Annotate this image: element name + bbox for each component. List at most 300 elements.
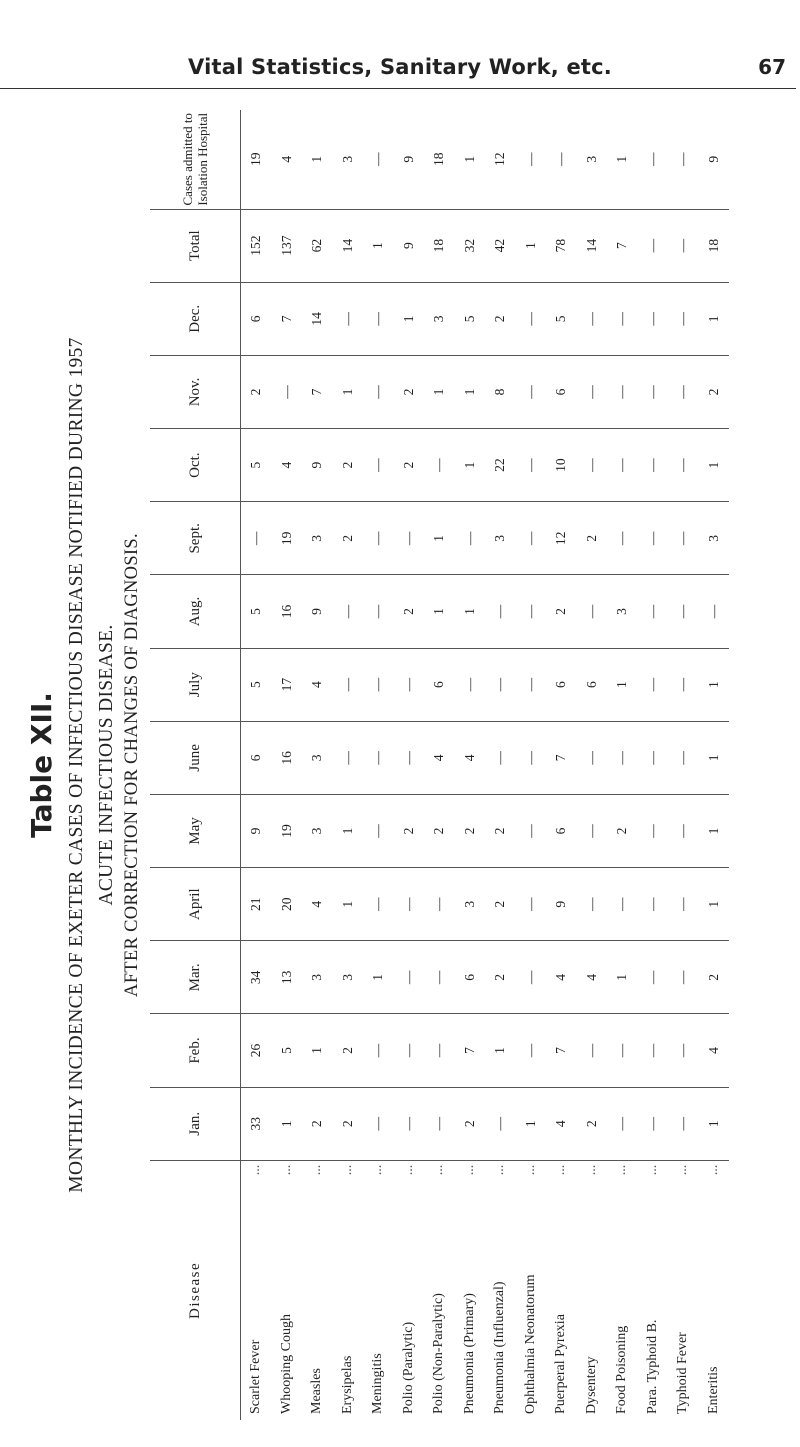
value-cell: — (638, 502, 669, 575)
value-cell: 12 (546, 502, 577, 575)
value-cell: 7 (546, 1014, 577, 1087)
value-cell: 7 (302, 355, 333, 428)
column-header: Nov. (150, 355, 241, 428)
value-cell: — (607, 355, 638, 428)
value-cell: 1 (394, 282, 425, 355)
column-header: Sept. (150, 502, 241, 575)
value-cell: 1 (699, 648, 730, 721)
value-cell: 3 (333, 941, 364, 1014)
value-cell: — (675, 152, 691, 167)
value-cell: 4 (272, 429, 303, 502)
value-cell: — (577, 429, 608, 502)
value-cell: 1 (516, 1087, 547, 1160)
leader-dots: ... (705, 1164, 721, 1176)
value-cell: 3 (339, 155, 355, 163)
value-cell: — (455, 648, 486, 721)
value-cell: 10 (546, 429, 577, 502)
value-cell: — (638, 355, 669, 428)
value-cell: 16 (272, 721, 303, 794)
disease-name: Meningitis (370, 1353, 386, 1414)
disease-name: Pneumonia (Primary) (461, 1293, 477, 1414)
table-row (241, 110, 272, 1420)
value-cell: 1 (424, 355, 455, 428)
value-cell: 9 (241, 794, 272, 867)
value-cell: — (577, 721, 608, 794)
table-row (699, 110, 730, 1420)
value-cell: — (607, 1087, 638, 1160)
value-cell: 2 (333, 1014, 364, 1087)
value-cell: — (363, 1014, 394, 1087)
value-cell: — (577, 1014, 608, 1087)
value-cell: — (424, 429, 455, 502)
value-cell: 2 (607, 794, 638, 867)
value-cell: 1 (699, 721, 730, 794)
value-cell: — (516, 429, 547, 502)
disease-name-cell (424, 1160, 455, 1420)
column-header: Oct. (150, 429, 241, 502)
value-cell: 5 (241, 648, 272, 721)
value-cell: 19 (272, 794, 303, 867)
value-cell: 4 (546, 1087, 577, 1160)
value-cell: 1 (455, 575, 486, 648)
value-cell: 2 (394, 794, 425, 867)
disease-name-cell (394, 1160, 425, 1420)
value-cell: — (607, 282, 638, 355)
leader-dots: ... (522, 1164, 538, 1176)
disease-name: Erysipelas (339, 1355, 355, 1414)
header-rule (0, 88, 796, 89)
value-cell: — (394, 648, 425, 721)
disease-name: Polio (Non-Paralytic) (431, 1293, 447, 1414)
value-cell: — (363, 1087, 394, 1160)
value-cell: — (485, 575, 516, 648)
disease-name: Typhoid Fever (675, 1332, 691, 1414)
value-cell: 2 (455, 794, 486, 867)
disease-name: Measles (309, 1368, 325, 1414)
value-cell: 2 (424, 794, 455, 867)
value-cell: 1 (699, 1087, 730, 1160)
value-cell: — (272, 355, 303, 428)
value-cell: — (394, 941, 425, 1014)
value-cell: 1 (302, 1014, 333, 1087)
value-cell: 34 (241, 941, 272, 1014)
value-cell: 5 (241, 429, 272, 502)
leader-dots: ... (339, 1164, 355, 1176)
value-cell: 1 (333, 794, 364, 867)
value-cell: 1 (607, 648, 638, 721)
value-cell: 137 (272, 209, 303, 282)
leader-dots: ... (583, 1164, 599, 1176)
value-cell: 22 (485, 429, 516, 502)
disease-name: Whooping Cough (278, 1314, 294, 1414)
value-cell: — (333, 721, 364, 794)
value-cell: 2 (485, 941, 516, 1014)
value-cell: 3 (455, 868, 486, 941)
column-header-disease: Disease (150, 1160, 241, 1420)
value-cell: 1 (699, 429, 730, 502)
rotated-table-block (22, 110, 721, 1420)
disease-table (150, 110, 729, 1420)
leader-dots: ... (492, 1164, 508, 1176)
value-cell: 17 (272, 648, 303, 721)
value-cell: 18 (699, 209, 730, 282)
value-cell: — (668, 1087, 699, 1160)
value-cell: 2 (699, 355, 730, 428)
value-cell: 62 (302, 209, 333, 282)
value-cell: — (668, 575, 699, 648)
leader-dots: ... (309, 1164, 325, 1176)
value-cell: 4 (424, 721, 455, 794)
column-header: Jan. (150, 1087, 241, 1160)
value-cell: — (394, 868, 425, 941)
value-cell: 21 (241, 868, 272, 941)
value-cell: 2 (241, 355, 272, 428)
value-cell: 2 (302, 1087, 333, 1160)
value-cell: — (363, 355, 394, 428)
table-correction-note: AFTER CORRECTION FOR CHANGES OF DIAGNOSIS. (122, 533, 142, 997)
table-subheading (96, 110, 118, 1420)
table-title: Table XII. (25, 692, 58, 838)
value-cell: 1 (699, 794, 730, 867)
value-cell: — (577, 355, 608, 428)
value-cell: 7 (272, 282, 303, 355)
value-cell: 3 (607, 575, 638, 648)
disease-name-cell (241, 1160, 272, 1420)
value-cell: — (668, 209, 699, 282)
value-cell: 9 (546, 868, 577, 941)
value-cell: — (363, 794, 394, 867)
subheading-category: ACUTE INFECTIOUS DISEASE. (96, 624, 117, 906)
value-cell: — (333, 648, 364, 721)
disease-name: Para. Typhoid B. (644, 1319, 660, 1414)
leader-dots: ... (400, 1164, 416, 1176)
value-cell: — (522, 152, 538, 167)
value-cell: — (516, 648, 547, 721)
value-cell: — (668, 502, 699, 575)
table-row (485, 110, 516, 1420)
value-cell: 1 (516, 209, 547, 282)
value-cell: — (485, 648, 516, 721)
value-cell: 2 (485, 282, 516, 355)
value-cell: — (516, 355, 547, 428)
value-cell: — (638, 648, 669, 721)
disease-name-cell (577, 1160, 608, 1420)
column-header: Aug. (150, 575, 241, 648)
table-subtitle: MONTHLY INCIDENCE OF EXETER CASES OF INFECTIOUS DISEASE NOTIFIED DURING 1957 (66, 337, 87, 1193)
value-cell: — (577, 794, 608, 867)
value-cell: — (485, 1087, 516, 1160)
disease-name-cell (485, 1160, 516, 1420)
value-cell: 2 (485, 868, 516, 941)
value-cell: 4 (546, 941, 577, 1014)
value-cell: 1 (272, 1087, 303, 1160)
disease-name-cell (363, 1160, 394, 1420)
disease-name-cell (668, 1160, 699, 1420)
value-cell: — (668, 941, 699, 1014)
value-cell: 9 (705, 155, 721, 163)
leader-dots: ... (675, 1164, 691, 1176)
value-cell: 3 (583, 155, 599, 163)
value-cell: 20 (272, 868, 303, 941)
value-cell: — (607, 502, 638, 575)
value-cell: 1 (363, 941, 394, 1014)
table-row (302, 110, 333, 1420)
value-cell: — (668, 355, 699, 428)
value-cell: 1 (424, 575, 455, 648)
disease-name-cell (638, 1160, 669, 1420)
table-row (668, 110, 699, 1420)
leader-dots: ... (461, 1164, 477, 1176)
value-cell: 3 (699, 502, 730, 575)
value-cell: 3 (302, 794, 333, 867)
disease-name: Food Poisoning (614, 1325, 630, 1414)
value-cell: — (363, 868, 394, 941)
value-cell: — (577, 575, 608, 648)
value-cell: — (394, 502, 425, 575)
value-cell: — (424, 1087, 455, 1160)
running-title: Vital Statistics, Sanitary Work, etc. (188, 55, 612, 79)
value-cell: 2 (394, 575, 425, 648)
value-cell: 2 (394, 355, 425, 428)
value-cell: 5 (455, 282, 486, 355)
value-cell: — (638, 575, 669, 648)
value-cell: — (363, 575, 394, 648)
value-cell: — (668, 282, 699, 355)
value-cell: — (363, 721, 394, 794)
value-cell: — (370, 152, 386, 167)
value-cell: — (333, 575, 364, 648)
value-cell: 6 (546, 794, 577, 867)
disease-name-cell (302, 1160, 333, 1420)
value-cell: 9 (302, 429, 333, 502)
value-cell: 4 (302, 868, 333, 941)
value-cell: — (516, 868, 547, 941)
leader-dots: ... (248, 1164, 264, 1176)
value-cell: 2 (333, 1087, 364, 1160)
value-cell: 1 (363, 209, 394, 282)
value-cell: 1 (614, 155, 630, 163)
value-cell: — (241, 502, 272, 575)
value-cell: — (424, 941, 455, 1014)
value-cell: 4 (455, 721, 486, 794)
value-cell: 2 (577, 1087, 608, 1160)
column-header: Feb. (150, 1014, 241, 1087)
value-cell: 9 (400, 155, 416, 163)
value-cell: 1 (333, 868, 364, 941)
leader-dots: ... (614, 1164, 630, 1176)
value-cell: 9 (394, 209, 425, 282)
value-cell: — (607, 721, 638, 794)
table-row (546, 110, 577, 1420)
value-cell: — (699, 575, 730, 648)
value-cell: — (394, 721, 425, 794)
value-cell: 7 (607, 209, 638, 282)
value-cell: — (516, 502, 547, 575)
value-cell: — (607, 1014, 638, 1087)
value-cell: — (638, 794, 669, 867)
table-row (363, 110, 394, 1420)
value-cell: — (668, 794, 699, 867)
page-number: 67 (758, 55, 786, 79)
value-cell: 3 (302, 941, 333, 1014)
value-cell: 1 (424, 502, 455, 575)
column-header: Dec. (150, 282, 241, 355)
table-row (577, 110, 608, 1420)
disease-name-cell (455, 1160, 486, 1420)
leader-dots: ... (278, 1164, 294, 1176)
value-cell: — (607, 429, 638, 502)
disease-name: Pneumonia (Influenzal) (492, 1281, 508, 1414)
value-cell: 78 (546, 209, 577, 282)
value-cell: 2 (699, 941, 730, 1014)
value-cell: 16 (272, 575, 303, 648)
value-cell: — (485, 721, 516, 794)
value-cell: — (363, 502, 394, 575)
disease-name: Dysentery (583, 1356, 599, 1414)
column-header: June (150, 721, 241, 794)
value-cell: 2 (577, 502, 608, 575)
disease-name: Puerperal Pyrexia (553, 1314, 569, 1414)
value-cell: 2 (455, 1087, 486, 1160)
disease-name-cell (607, 1160, 638, 1420)
table-header-row (150, 110, 241, 1420)
value-cell: 5 (241, 575, 272, 648)
value-cell: 6 (455, 941, 486, 1014)
leader-dots: ... (431, 1164, 447, 1176)
value-cell: 33 (241, 1087, 272, 1160)
value-cell: — (638, 868, 669, 941)
value-cell: 4 (699, 1014, 730, 1087)
value-cell: — (424, 868, 455, 941)
value-cell: — (333, 282, 364, 355)
leader-dots: ... (644, 1164, 660, 1176)
value-cell: — (516, 941, 547, 1014)
value-cell: 1 (699, 282, 730, 355)
value-cell: 4 (577, 941, 608, 1014)
leader-dots: ... (370, 1164, 386, 1176)
disease-name-cell (699, 1160, 730, 1420)
value-cell: — (577, 282, 608, 355)
column-header: Cases admitted to Isolation Hospital (150, 110, 241, 209)
value-cell: 4 (302, 648, 333, 721)
value-cell: 4 (278, 155, 294, 163)
value-cell: — (363, 648, 394, 721)
value-cell: 2 (546, 575, 577, 648)
value-cell: 14 (302, 282, 333, 355)
value-cell: — (394, 1014, 425, 1087)
table-row (455, 110, 486, 1420)
disease-name: Ophthalmia Neonatorum (522, 1274, 538, 1414)
column-header: May (150, 794, 241, 867)
value-cell: 14 (577, 209, 608, 282)
value-cell: 8 (485, 355, 516, 428)
value-cell: 6 (546, 648, 577, 721)
value-cell: — (516, 575, 547, 648)
value-cell: 32 (455, 209, 486, 282)
value-cell: 26 (241, 1014, 272, 1087)
value-cell: — (516, 794, 547, 867)
value-cell: 2 (394, 429, 425, 502)
value-cell: — (516, 721, 547, 794)
value-cell: — (516, 1014, 547, 1087)
value-cell: 6 (546, 355, 577, 428)
value-cell: 19 (272, 502, 303, 575)
value-cell: — (638, 209, 669, 282)
value-cell: — (363, 282, 394, 355)
value-cell: 2 (333, 429, 364, 502)
value-cell: 152 (241, 209, 272, 282)
value-cell: — (668, 721, 699, 794)
disease-name: Scarlet Fever (248, 1339, 264, 1414)
disease-name: Polio (Paralytic) (400, 1321, 416, 1414)
disease-name-cell (516, 1160, 547, 1420)
disease-name-cell (546, 1160, 577, 1420)
value-cell: 3 (302, 721, 333, 794)
value-cell: — (638, 941, 669, 1014)
value-cell: — (638, 1087, 669, 1160)
value-cell: 5 (546, 282, 577, 355)
value-cell: 1 (309, 155, 325, 163)
value-cell: — (638, 429, 669, 502)
column-header: April (150, 868, 241, 941)
value-cell: — (607, 868, 638, 941)
column-header: Total (150, 209, 241, 282)
table-body (241, 110, 730, 1420)
column-header: July (150, 648, 241, 721)
value-cell: 2 (333, 502, 364, 575)
value-cell: 1 (455, 355, 486, 428)
value-cell: — (577, 868, 608, 941)
value-cell: — (638, 1014, 669, 1087)
value-cell: 12 (492, 152, 508, 167)
value-cell: 3 (485, 502, 516, 575)
value-cell: 3 (424, 282, 455, 355)
value-cell: 19 (248, 152, 264, 167)
value-cell: — (394, 1087, 425, 1160)
disease-name: Enteritis (705, 1366, 721, 1414)
value-cell: — (516, 282, 547, 355)
value-cell: 1 (607, 941, 638, 1014)
value-cell: 14 (333, 209, 364, 282)
disease-name-cell (333, 1160, 364, 1420)
value-cell: 1 (699, 868, 730, 941)
value-cell: — (638, 721, 669, 794)
value-cell: — (668, 868, 699, 941)
table-row (272, 110, 303, 1420)
value-cell: 1 (455, 429, 486, 502)
value-cell: — (424, 1014, 455, 1087)
value-cell: 3 (302, 502, 333, 575)
value-cell: 7 (546, 721, 577, 794)
table-row (424, 110, 455, 1420)
value-cell: — (644, 152, 660, 167)
value-cell: — (668, 648, 699, 721)
value-cell: 5 (272, 1014, 303, 1087)
table-row (607, 110, 638, 1420)
value-cell: — (553, 152, 569, 167)
leader-dots: ... (553, 1164, 569, 1176)
disease-name-cell (272, 1160, 303, 1420)
value-cell: 6 (241, 282, 272, 355)
table-row (516, 110, 547, 1420)
value-cell: 6 (577, 648, 608, 721)
value-cell: 18 (424, 209, 455, 282)
table-row (394, 110, 425, 1420)
value-cell: 2 (485, 794, 516, 867)
value-cell: 42 (485, 209, 516, 282)
value-cell: 9 (302, 575, 333, 648)
value-cell: 13 (272, 941, 303, 1014)
